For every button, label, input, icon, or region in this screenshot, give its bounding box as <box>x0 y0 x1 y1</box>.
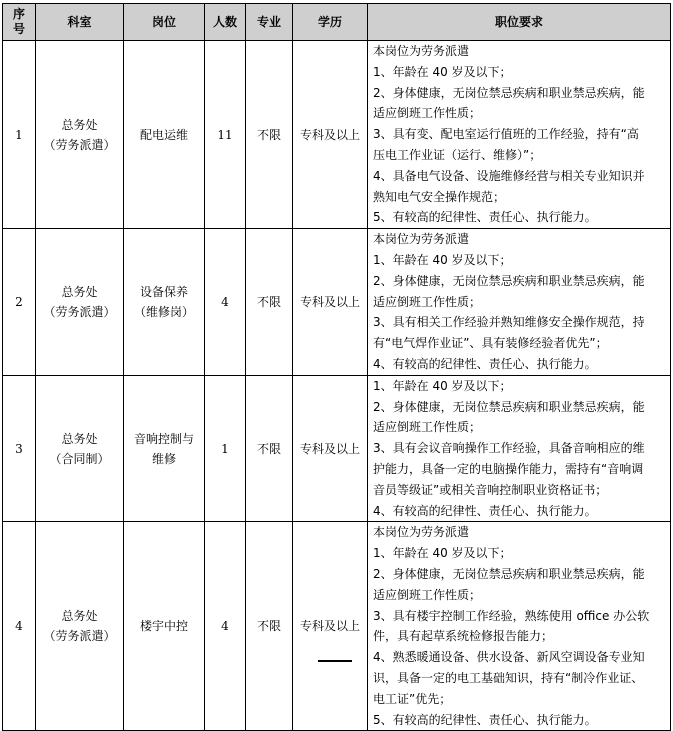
dept-line: （劳务派遣） <box>43 304 116 319</box>
req-line: 4、有较高的纪律性、责任心、执行能力。 <box>373 503 597 518</box>
row-major: 不限 <box>246 41 293 229</box>
table-row <box>3 229 671 376</box>
row-count: 11 <box>205 41 246 229</box>
row-requirements <box>368 41 671 229</box>
req-line: 本岗位为劳务派遣 <box>373 232 470 247</box>
post-line: 维修 <box>151 451 176 466</box>
req-line: 2、身体健康，无岗位禁忌疾病和职业禁忌疾病，能 <box>373 566 645 581</box>
dept-line: 总务处 <box>61 117 98 132</box>
req-line: 识，具备一定的电工基础知识，持有“制冷作业证、 <box>373 670 644 685</box>
row-count: 1 <box>205 375 246 522</box>
post-line: 配电运维 <box>139 127 188 142</box>
row-edu: 专科及以上 <box>293 41 368 229</box>
req-line: 3、具有楼宇控制工作经验，熟练使用 office 办公软 <box>373 608 650 623</box>
table-header-row <box>3 4 671 41</box>
header-post: 岗位 <box>124 4 205 41</box>
header-no-char-2: 号 <box>12 22 25 36</box>
post-line: （维修岗） <box>133 304 194 319</box>
dept-line: （合同制） <box>49 451 110 466</box>
req-line: 1、年龄在 40 岁及以下； <box>373 64 512 79</box>
post-line: 设备保养 <box>139 284 188 299</box>
row-dept <box>36 229 124 376</box>
req-line: 5、有较高的纪律性、责任心、执行能力。 <box>373 712 597 727</box>
req-line: 音员等级证”或相关音响控制职业资格证书； <box>373 482 608 497</box>
req-line: 有“电气焊作业证”、具有装修经验者优先”； <box>373 336 608 351</box>
row-number: 4 <box>3 522 36 731</box>
row-count: 4 <box>205 229 246 376</box>
req-line: 3、具有相关工作经验并熟知维修安全操作规范，持 <box>373 315 645 330</box>
req-line: 适应倒班工作性质； <box>373 106 482 121</box>
row-edu: 专科及以上 <box>293 522 368 731</box>
row-major: 不限 <box>246 229 293 376</box>
req-line: 适应倒班工作性质； <box>373 294 482 309</box>
req-line: 件，具有起草系统检修报告能力； <box>373 629 554 644</box>
dept-line: 总务处 <box>61 431 98 446</box>
header-count: 人数 <box>205 4 246 41</box>
row-number: 1 <box>3 41 36 229</box>
row-dept <box>36 522 124 731</box>
table-row <box>3 522 671 731</box>
req-line: 适应倒班工作性质； <box>373 587 482 602</box>
row-dept <box>36 375 124 522</box>
req-line: 压电工作业证（运行、维修）”； <box>373 147 542 162</box>
table-row <box>3 375 671 522</box>
req-line: 熟知电气安全操作规范； <box>373 189 506 204</box>
req-line: 本岗位为劳务派遣 <box>373 525 470 540</box>
row-edu: 专科及以上 <box>293 229 368 376</box>
row-dept <box>36 41 124 229</box>
header-edu: 学历 <box>293 4 368 41</box>
header-major: 专业 <box>246 4 293 41</box>
row-requirements <box>368 229 671 376</box>
req-line: 1、年龄在 40 岁及以下； <box>373 252 512 267</box>
post-line: 音响控制与 <box>133 431 194 446</box>
row-number: 2 <box>3 229 36 376</box>
header-dept: 科室 <box>36 4 124 41</box>
req-line: 5、有较高的纪律性、责任心、执行能力。 <box>373 210 597 225</box>
req-line: 护能力，具备一定的电脑操作能力，需持有“音响调 <box>373 461 644 476</box>
req-line: 1、年龄在 40 岁及以下； <box>373 378 512 393</box>
req-line: 电工证”优先； <box>373 691 452 706</box>
req-line: 适应倒班工作性质； <box>373 420 482 435</box>
dept-line: （劳务派遣） <box>43 137 116 152</box>
header-req: 职位要求 <box>368 4 671 41</box>
header-no-char-1: 序 <box>12 7 25 21</box>
row-edu: 专科及以上 <box>293 375 368 522</box>
table-row <box>3 41 671 229</box>
req-line: 3、具有变、配电室运行值班的工作经验，持有“高 <box>373 127 639 142</box>
req-line: 2、身体健康，无岗位禁忌疾病和职业禁忌疾病，能 <box>373 399 645 414</box>
req-line: 4、熟悉暖通设备、供水设备、新风空调设备专业知 <box>373 650 645 665</box>
row-major: 不限 <box>246 522 293 731</box>
header-no <box>3 4 36 41</box>
req-line: 1、年龄在 40 岁及以下； <box>373 546 512 561</box>
row-requirements <box>368 375 671 522</box>
req-line: 2、身体健康，无岗位禁忌疾病和职业禁忌疾病，能 <box>373 273 645 288</box>
req-line: 2、身体健康，无岗位禁忌疾病和职业禁忌疾病，能 <box>373 85 645 100</box>
row-requirements <box>368 522 671 731</box>
req-line: 4、具备电气设备、设施维修经营与相关专业知识并 <box>373 168 645 183</box>
row-post <box>124 375 205 522</box>
dept-line: 总务处 <box>61 284 98 299</box>
req-line: 3、具有会议音响操作工作经验，具备音响相应的维 <box>373 441 645 456</box>
row-post <box>124 229 205 376</box>
row-post <box>124 41 205 229</box>
dept-line: （劳务派遣） <box>43 629 116 644</box>
req-line: 本岗位为劳务派遣 <box>373 44 470 58</box>
post-line: 楼宇中控 <box>139 619 188 634</box>
req-line: 4、有较高的纪律性、责任心、执行能力。 <box>373 356 597 371</box>
recruitment-table <box>2 3 671 731</box>
row-number: 3 <box>3 375 36 522</box>
dept-line: 总务处 <box>61 609 98 624</box>
row-count: 4 <box>205 522 246 731</box>
row-major: 不限 <box>246 375 293 522</box>
row-post <box>124 522 205 731</box>
page-footer-rule <box>318 660 352 662</box>
